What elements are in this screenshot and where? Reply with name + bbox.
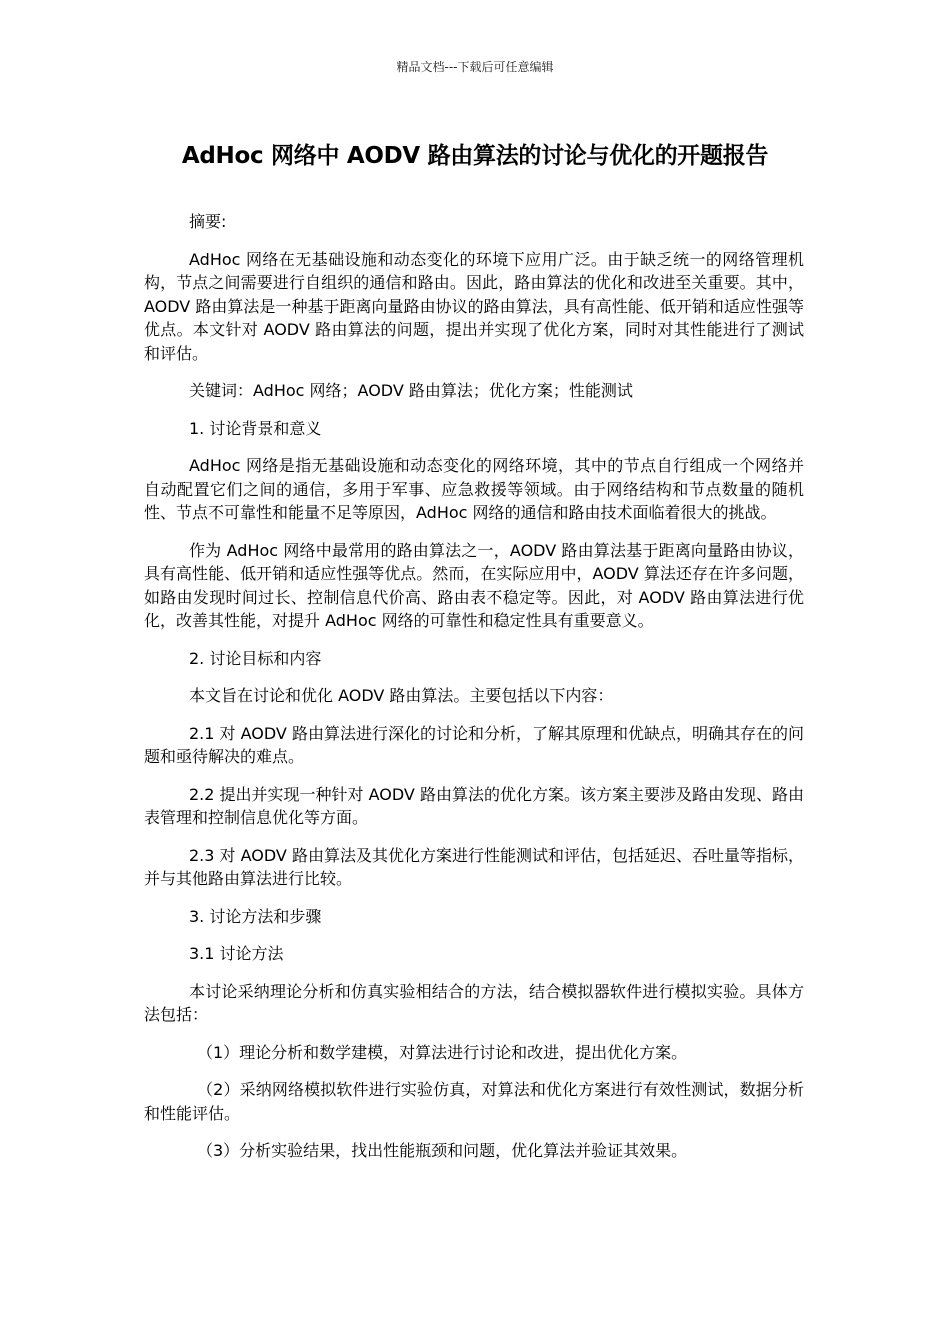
method-item-1: （1）理论分析和数学建模，对算法进行讨论和改进，提出优化方案。 — [197, 1042, 688, 1062]
list-item-2-2: 2.2 提出并实现一种针对 AODV 路由算法的优化方案。该方案主要涉及路由发现、路由表管理和控制信息优化等方面。 — [144, 784, 804, 827]
section-heading-1: 1. 讨论背景和意义 — [189, 418, 322, 438]
body-paragraph: AdHoc 网络是指无基础设施和动态变化的网络环境，其中的节点自行组成一个网络并自动配置它们之间的通信，多用于军事、应急救援等领域。由于网络结构和节点数量的随机性、节点不可靠性和能量不足等原因，AdHoc 网络的通信和路由技术面临着很大的挑战。 — [144, 456, 804, 522]
method-item-3: （3）分析实验结果，找出性能瓶颈和问题，优化算法并验证其效果。 — [197, 1141, 688, 1160]
body-paragraph: 作为 AdHoc 网络中最常用的路由算法之一，AODV 路由算法基于距离向量路由协议，具有高性能、低开销和适应性强等优点。然而，在实际应用中，AODV 算法还存在许多问题，如路由发现时间过长、控制信息代价高、路由表不稳定等。因此，对 AODV 路由算法进行优化，改善其性能，对提升 AdHoc 网络的可靠性和稳定性具有重要意义。 — [144, 540, 804, 630]
list-item-2-3: 2.3 对 AODV 路由算法及其优化方案进行性能测试和评估，包括延迟、吞吐量等指标，并与其他路由算法进行比较。 — [144, 845, 804, 888]
document-body — [144, 210, 804, 1177]
subsection-heading-3-1: 3.1 讨论方法 — [189, 944, 284, 963]
keywords-paragraph: 关键词：AdHoc 网络；AODV 路由算法；优化方案；性能测试 — [189, 381, 633, 400]
method-item-2: （2）采纳网络模拟软件进行实验仿真，对算法和优化方案进行有效性测试，数据分析和性能评估。 — [144, 1080, 804, 1123]
body-paragraph: 本讨论采纳理论分析和仿真实验相结合的方法，结合模拟器软件进行模拟实验。具体方法包括： — [144, 981, 804, 1024]
list-item-2-1: 2.1 对 AODV 路由算法进行深化的讨论和分析，了解其原理和优缺点，明确其存在的问题和亟待解决的难点。 — [144, 723, 804, 766]
body-paragraph: 本文旨在讨论和优化 AODV 路由算法。主要包括以下内容： — [189, 686, 614, 705]
abstract-label: 摘要: — [189, 212, 227, 231]
document-title: AdHoc 网络中 AODV 路由算法的讨论与优化的开题报告 — [181, 143, 769, 169]
page-header-note: 精品文档---下载后可任意编辑 — [396, 60, 554, 74]
section-heading-2: 2. 讨论目标和内容 — [189, 648, 322, 668]
section-heading-3: 3. 讨论方法和步骤 — [189, 906, 322, 926]
abstract-paragraph: AdHoc 网络在无基础设施和动态变化的环境下应用广泛。由于缺乏统一的网络管理机构，节点之间需要进行自组织的通信和路由。因此，路由算法的优化和改进至关重要。其中，AODV 路由算法是一种基于距离向量路由协议的路由算法，具有高性能、低开销和适应性强等优点。本文针对 AODV 路由算法的问题，提出并实现了优化方案，同时对其性能进行了测试和评估。 — [144, 249, 804, 363]
